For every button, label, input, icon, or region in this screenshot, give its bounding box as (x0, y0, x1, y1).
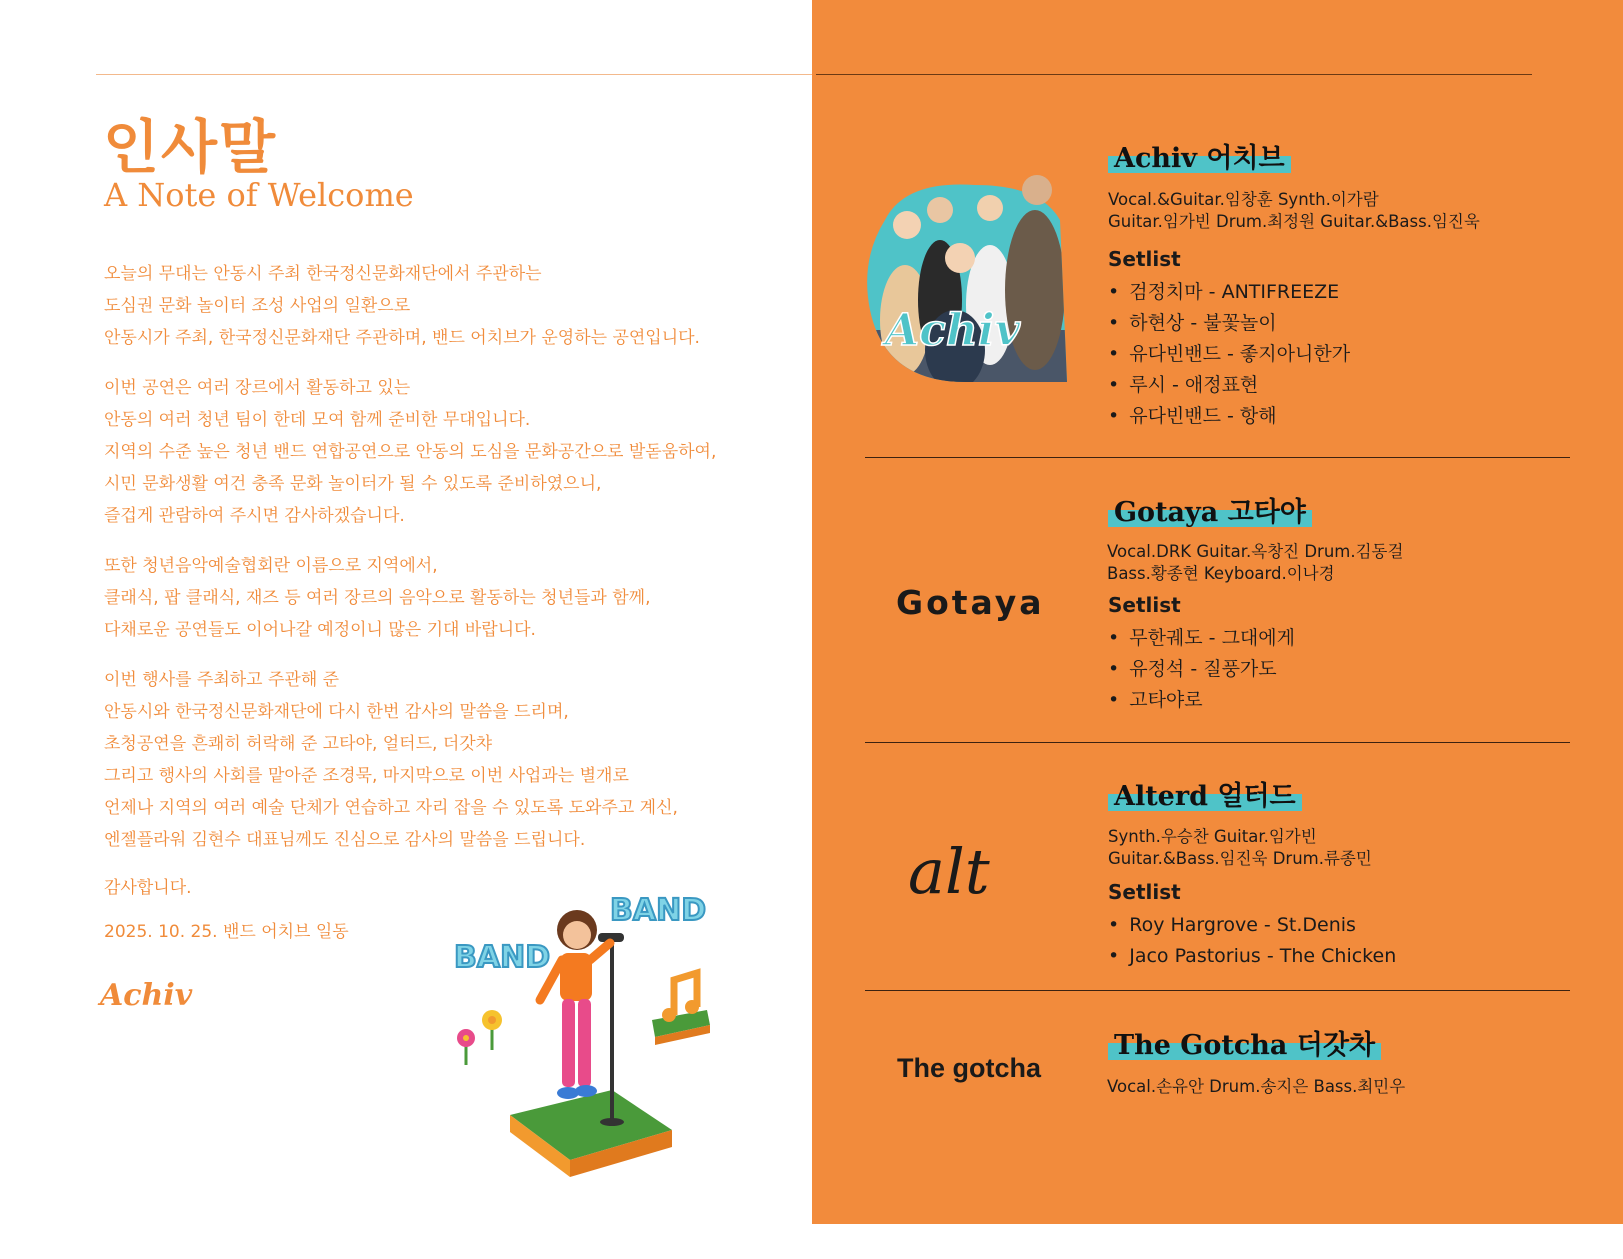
paragraph-line: 즐겁게 관람하여 주시면 감사하겠습니다. (104, 506, 405, 526)
band-title-text: Alterd 얼터드 (1114, 781, 1296, 812)
setlist-item: • Jaco Pastorius - The Chicken (1108, 941, 1396, 972)
paragraph-line: 시민 문화생활 여건 충족 문화 놀이터가 될 수 있도록 준비하였으니, (104, 474, 602, 494)
achiv-photo-logo: Achiv (885, 305, 1021, 356)
setlist-item: • 유다빈밴드 - 항해 (1108, 401, 1350, 432)
paragraph-line: 안동시와 한국정신문화재단에 다시 한번 감사의 말씀을 드리며, (104, 702, 569, 722)
paragraph-line: 그리고 행사의 사회를 맡아준 조경묵, 마지막으로 이번 사업과는 별개로 (104, 766, 629, 786)
band-members-alterd (1108, 826, 1372, 870)
members-line: Vocal.DRK Guitar.옥창진 Drum.김동걸 (1107, 542, 1404, 561)
setlist-item: • 루시 - 애정표현 (1108, 370, 1350, 401)
page-title-korean: 인사말 (103, 113, 278, 181)
members-line: Bass.황종현 Keyboard.이나경 (1107, 564, 1335, 583)
band-members-gotaya (1107, 541, 1403, 585)
alterd-logo: alt (908, 835, 990, 908)
gotaya-logo: Gotaya (896, 583, 1045, 622)
paragraph-line: 안동시가 주최, 한국정신문화재단 주관하며, 밴드 어치브가 운영하는 공연입니다. (104, 328, 700, 348)
welcome-body (104, 258, 744, 874)
paragraph (104, 258, 744, 354)
setlist-heading: Setlist (1108, 593, 1181, 617)
members-line: Guitar.&Bass.임진욱 Drum.류종민 (1108, 849, 1372, 868)
paragraph-line: 언제나 지역의 여러 예술 단체가 연습하고 자리 잡을 수 있도록 도와주고 계신, (104, 798, 678, 818)
closing-thanks: 감사합니다. (104, 878, 192, 898)
band-title-gotaya (1108, 490, 1312, 529)
achiv-band-photo (865, 180, 1067, 382)
paragraph-line: 클래식, 팝 클래식, 재즈 등 여러 장르의 음악으로 활동하는 청년들과 함께, (104, 588, 651, 608)
paragraph (104, 372, 744, 532)
setlist-item: • 검정치마 - ANTIFREEZE (1108, 277, 1350, 308)
band-bubble-text: BAND (610, 893, 707, 928)
setlist-achiv (1108, 277, 1350, 432)
paragraph-line: 지역의 수준 높은 청년 밴드 연합공연으로 안동의 도심을 문화공간으로 발돋움하여, (104, 442, 717, 462)
band-members-the-gotcha (1107, 1076, 1405, 1098)
band-title-alterd (1108, 774, 1302, 813)
paragraph-line: 또한 청년음악예술협회란 이름으로 지역에서, (104, 556, 438, 576)
page-title-english: A Note of Welcome (104, 176, 414, 214)
setlist-item: • 고타야로 (1108, 685, 1295, 716)
section-divider (865, 457, 1570, 458)
band-title-text: Achiv 어치브 (1114, 143, 1285, 174)
setlist-item: • 무한궤도 - 그대에게 (1108, 623, 1295, 654)
paragraph-line: 이번 공연은 여러 장르에서 활동하고 있는 (104, 378, 411, 398)
top-rule (96, 74, 812, 75)
band-title-text: Gotaya 고타야 (1114, 497, 1306, 528)
paragraph-line: 오늘의 무대는 안동시 주최 한국정신문화재단에서 주관하는 (104, 264, 542, 284)
band-title-text: The Gotcha 더갓차 (1114, 1030, 1376, 1061)
band-title-achiv (1108, 136, 1291, 175)
members-line: Vocal.&Guitar.임창훈 Synth.이가람 (1108, 190, 1379, 209)
signature: 2025. 10. 25. 밴드 어치브 일동 (104, 922, 349, 942)
members-line: Synth.우승찬 Guitar.임가빈 (1108, 827, 1317, 846)
setlist-heading: Setlist (1108, 880, 1181, 904)
paragraph (104, 550, 744, 646)
section-divider (865, 990, 1570, 991)
setlist-gotaya (1108, 623, 1295, 716)
section-divider (865, 742, 1570, 743)
paragraph-line: 엔젤플라워 김현수 대표님께도 진심으로 감사의 말씀을 드립니다. (104, 830, 586, 850)
setlist-item: • 유정석 - 질풍가도 (1108, 654, 1295, 685)
paragraph-line: 초청공연을 흔쾌히 허락해 준 고타야, 얼터드, 더갓챠 (104, 734, 493, 754)
paragraph-line: 이번 행사를 주최하고 주관해 준 (104, 670, 340, 690)
paragraph-line: 안동의 여러 청년 팀이 한데 모여 함께 준비한 무대입니다. (104, 410, 531, 430)
top-rule-right (816, 74, 1532, 75)
band-title-the-gotcha (1108, 1023, 1381, 1062)
singer-illustration (454, 893, 742, 1195)
band-bubble-text: BAND (454, 940, 551, 975)
members-line: Guitar.임가빈 Drum.최정원 Guitar.&Bass.임진욱 (1108, 212, 1480, 231)
setlist-item: • Roy Hargrove - St.Denis (1108, 910, 1396, 941)
setlist-alterd (1108, 910, 1396, 972)
achiv-logo: Achiv (100, 978, 193, 1013)
the-gotcha-logo: The gotcha (897, 1053, 1042, 1083)
paragraph-line: 다채로운 공연들도 이어나갈 예정이니 많은 기대 바랍니다. (104, 620, 536, 640)
setlist-item: • 하현상 - 불꽃놀이 (1108, 308, 1350, 339)
setlist-heading: Setlist (1108, 247, 1181, 271)
paragraph (104, 664, 744, 856)
paragraph-line: 도심권 문화 놀이터 조성 사업의 일환으로 (104, 296, 411, 316)
setlist-item: • 유다빈밴드 - 좋지아니한가 (1108, 339, 1350, 370)
members-line: Vocal.손유안 Drum.송지은 Bass.최민우 (1107, 1077, 1406, 1096)
band-members-achiv (1108, 189, 1480, 233)
